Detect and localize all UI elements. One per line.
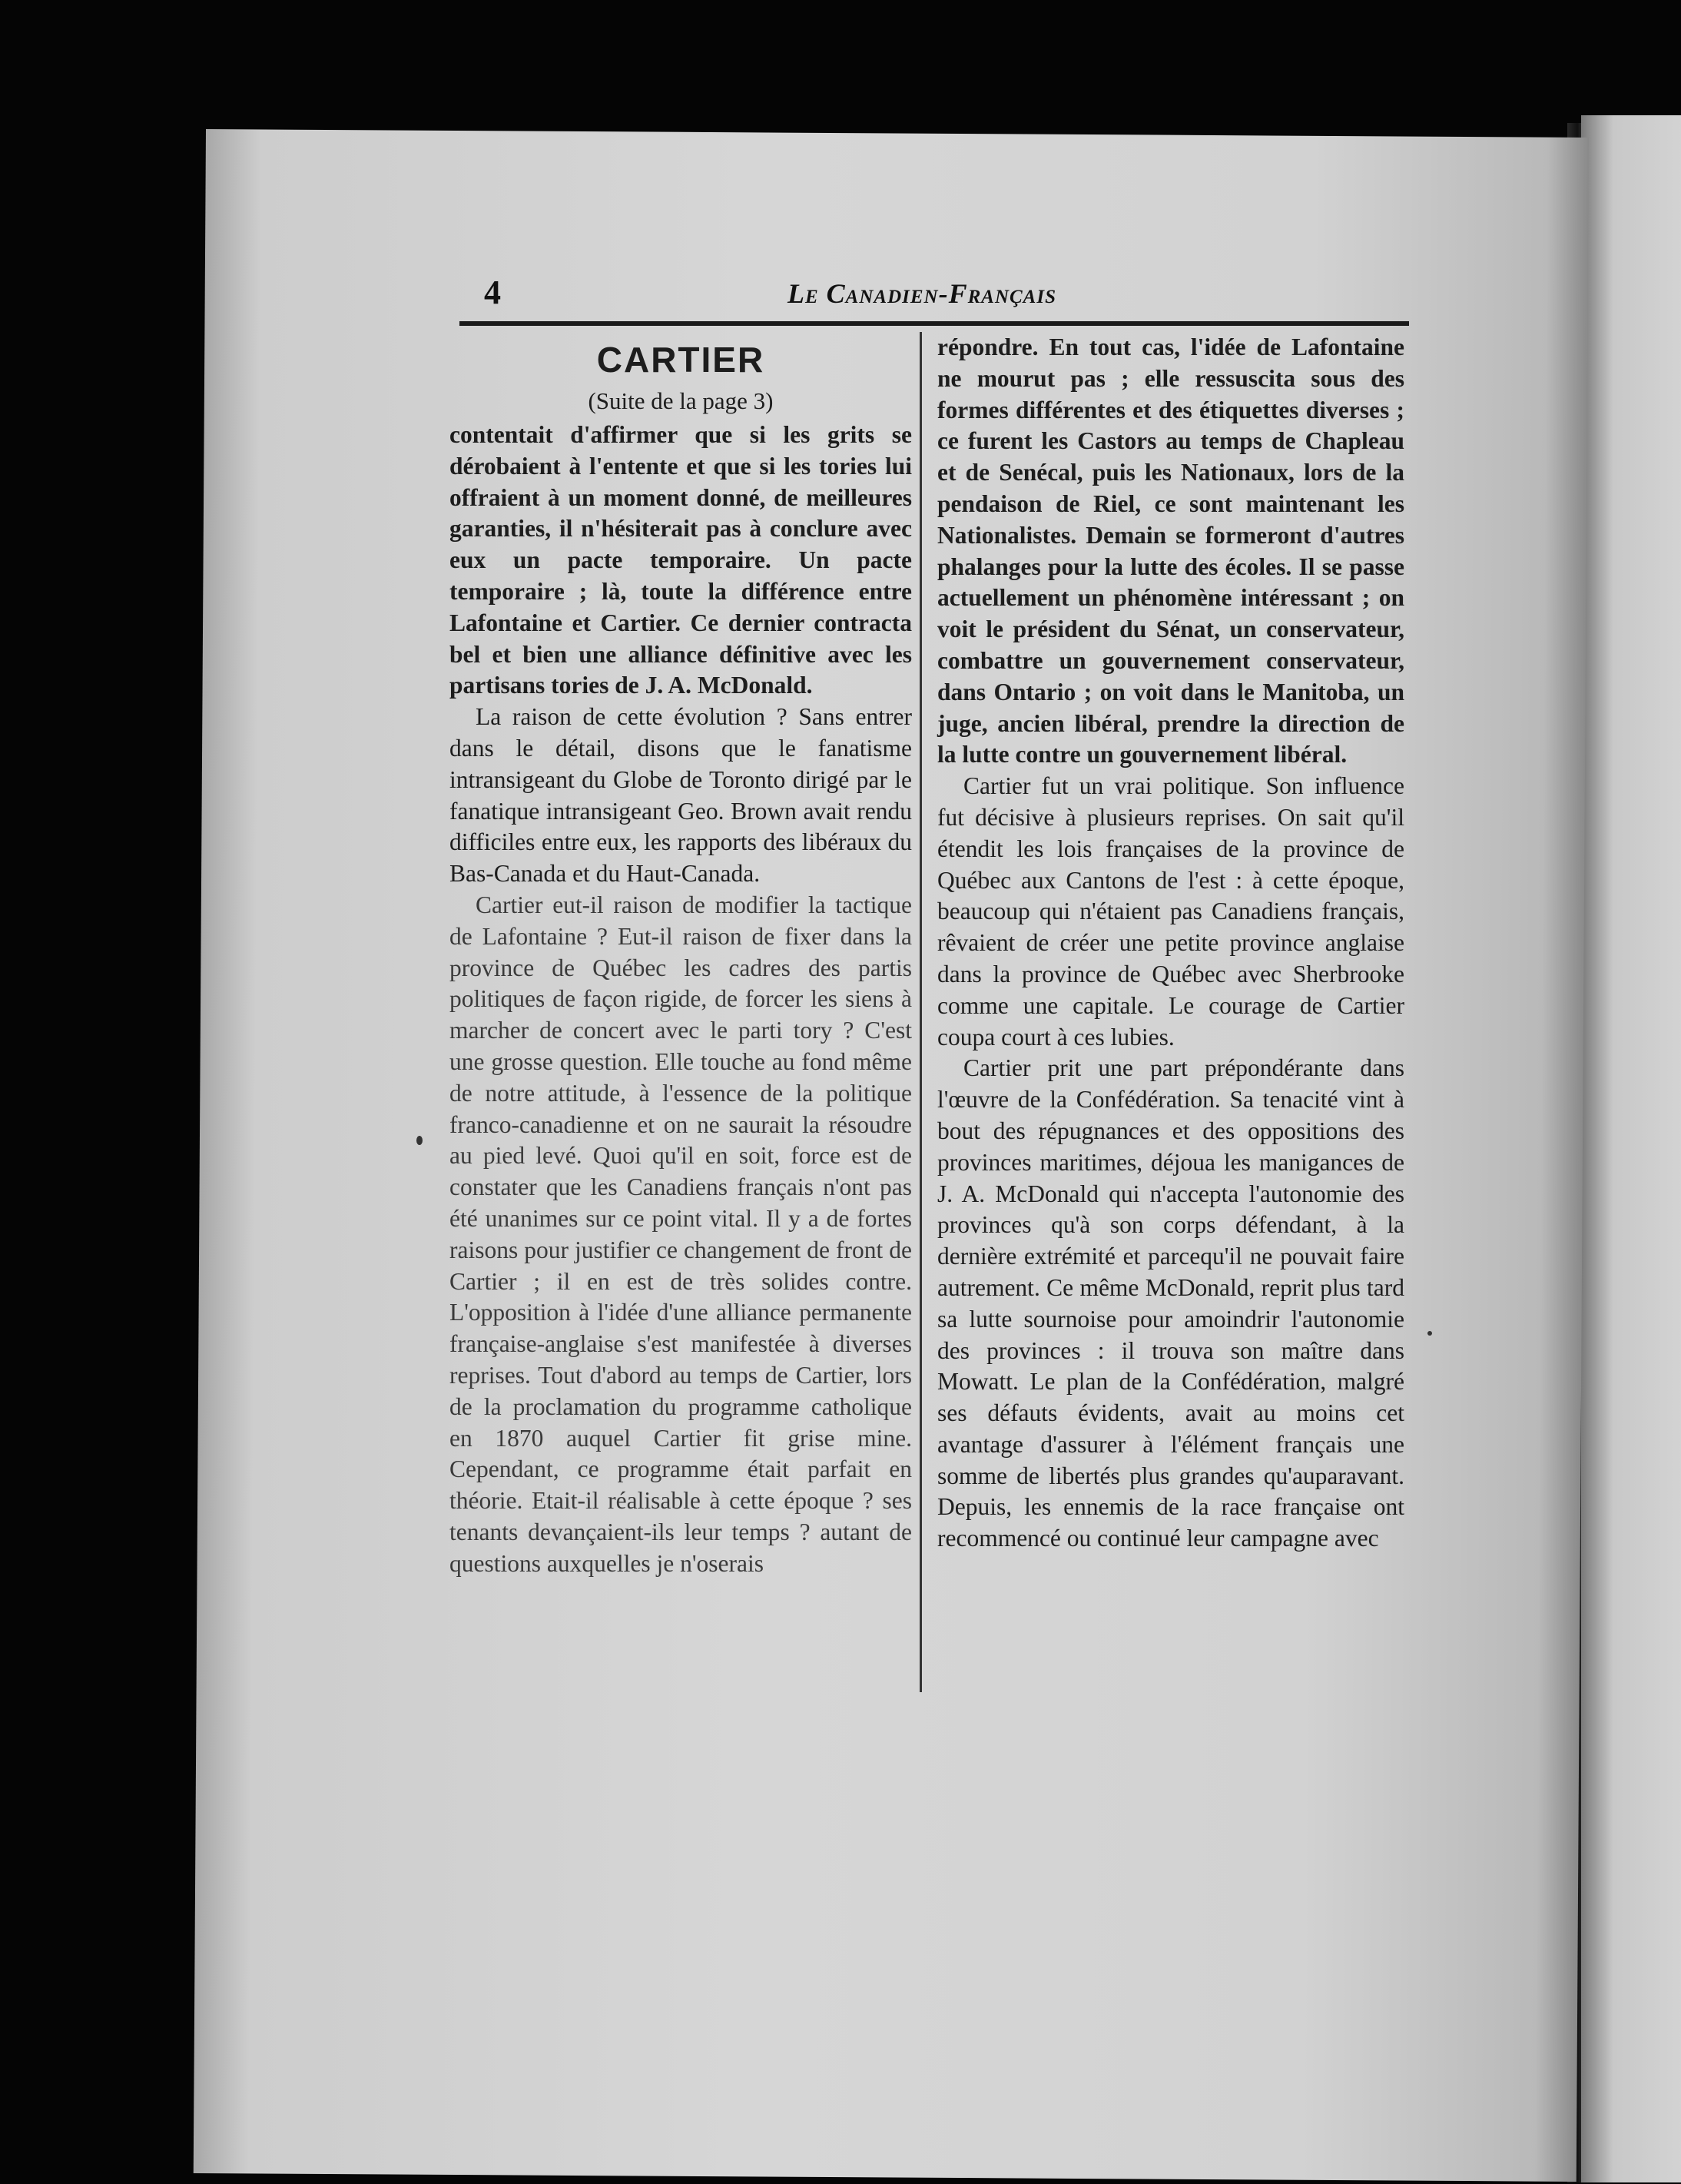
paragraph: Cartier eut-il raison de modifier la tactique de Lafontaine ? Eut-il raison de fixer dans la province de Québec les cadres des partis politiques de façon rigide, de forcer les siens à marcher de concert avec le parti tory ? C'est une grosse question. Elle touche au fond même de notre attitude, à l'essence de la politique franco-canadienne et on ne saurait la résoudre au pied levé. Quoi qu'il en soit, force est de constater que les Canadiens français n'ont pas été unanimes sur ce point vital. Il y a de fortes raisons pour justifier ce changement de front de Cartier ; il en est de très solides contre. L'opposition à l'idée d'une alliance permanente française-anglaise s'est manifestée à diverses reprises. Tout d'abord au temps de Cartier, lors de la proclamation du programme catholique en 1870 auquel Cartier fit grise mine. Cependant, ce programme était parfait en théorie. Etait-il réalisable à cette époque ? ses tenants devançaient-ils leur temps ? autant de questions auxquelles je n'oserais <box>449 891 912 1577</box>
ink-speck <box>416 1136 423 1145</box>
running-title: Le Canadien-Français <box>787 278 1056 309</box>
facing-page-edge <box>1581 115 1681 2182</box>
paragraph: Cartier prit une part prépondérante dans l'œuvre de la Confédération. Sa tenacité vint à bout des répugnances et des oppositions des provinces maritimes, déjoua les manigances de J. A. McDonald qui n'accepta l'autonomie des provinces qu'à son corps défendant, à la dernière extrémité et parcequ'il ne pouvait faire autrement. Ce même McDonald, reprit plus tard sa lutte sournoise pour amoindrir l'autonomie des provinces : il trouva son maître dans Mowatt. Le plan de la Confédération, malgré ses défauts évidents, avait au moins cet avantage d'assurer à l'élément français une somme de libertés plus grandes qu'auparavant. Depuis, les ennemis de la race française ont recommencé ou continué leur campagne avec <box>937 1054 1404 1552</box>
ink-speck <box>1427 1331 1432 1336</box>
paragraph: Cartier fut un vrai politique. Son influence fut décisive à plusieurs reprises. On sait qu'il étendit les lois françaises de la province de Québec aux Cantons de l'est : à cette époque, beaucoup qui n'étaient pas Canadiens français, rêvaient de créer une petite province anglaise dans la province de Québec avec Sherbrooke comme une capitale. Le courage de Cartier coupa court à ces lubies. <box>937 772 1404 1051</box>
paragraph: La raison de cette évolution ? Sans entrer dans le détail, disons que le fanatisme intransigeant du Globe de Toronto dirigé par le fanatique intransigeant Geo. Brown avait rendu difficiles entre eux, les rapports des libéraux du Bas-Canada et du Haut-Canada. <box>449 703 912 888</box>
left-column <box>449 332 912 1579</box>
header-rule <box>459 321 1409 326</box>
article-subtitle: (Suite de la page 3) <box>588 387 774 414</box>
right-column <box>937 332 1404 1555</box>
paragraph: répondre. En tout cas, l'idée de Lafontaine ne mourut pas ; elle ressuscita sous des formes différentes et des étiquettes diverses ; ce furent les Castors au temps de Chapleau et de Senécal, puis les Nationaux, lors de la pendaison de Riel, ce sont maintenant les Nationalistes. Demain se formeront d'autres phalanges pour la lutte des écoles. Il se passe actuellement un phénomène intéressant ; on voit le président du Sénat, un conservateur, combattre un gouvernement conservateur, dans Ontario ; on voit dans le Manitoba, un juge, ancien libéral, prendre la direction de la lutte contre un gouvernement libéral. <box>937 334 1404 768</box>
page-number: 4 <box>484 274 501 311</box>
article-title: CARTIER <box>596 340 765 380</box>
column-divider <box>920 332 922 1692</box>
paragraph: contentait d'affirmer que si les grits se dérobaient à l'entente et que si les tories lui offraient à un moment donné, de meilleures garanties, il n'hésiterait pas à conclure avec eux un pacte temporaire. Un pacte temporaire ; là, toute la différence entre Lafontaine et Cartier. Ce dernier contracta bel et bien une alliance définitive avec les partisans tories de J. A. McDonald. <box>449 421 912 699</box>
page-header <box>461 273 1410 319</box>
